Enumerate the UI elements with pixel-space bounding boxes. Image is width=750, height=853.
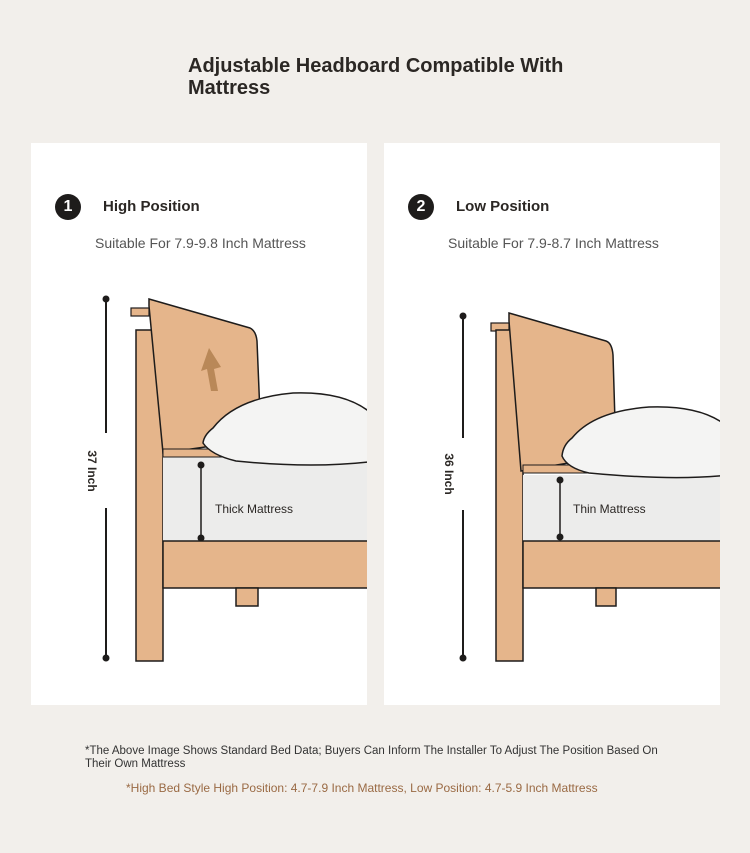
height-label: 36 Inch xyxy=(441,453,456,495)
step-number-badge: 1 xyxy=(55,194,81,220)
page-title: Adjustable Headboard Compatible With Mattress xyxy=(188,55,564,99)
step-number-badge: 2 xyxy=(408,194,434,220)
dimension-endpoint xyxy=(460,313,467,320)
height-label: 37 Inch xyxy=(84,450,99,492)
dimension-endpoint xyxy=(460,655,467,662)
low-position-panel xyxy=(384,143,720,705)
suitable-range-text: Suitable For 7.9-9.8 Inch Mattress xyxy=(95,235,306,251)
high-position-panel xyxy=(31,143,367,705)
dimension-endpoint xyxy=(103,655,110,662)
low-position-bed-illustration xyxy=(384,143,720,705)
footnote: *The Above Image Shows Standard Bed Data; Buyers Can Inform The Installer To Adjust The Position Based On Their Own Mattress xyxy=(85,745,658,770)
high-position-bed-illustration xyxy=(31,143,367,705)
panel-heading: High Position xyxy=(103,198,200,215)
bed-leg xyxy=(236,588,258,606)
bed-rail xyxy=(523,541,720,588)
bed-leg xyxy=(596,588,616,606)
panel-heading: Low Position xyxy=(456,198,550,215)
suitable-range-text: Suitable For 7.9-8.7 Inch Mattress xyxy=(448,235,659,251)
mattress-label: Thick Mattress xyxy=(215,502,294,516)
mattress-label: Thin Mattress xyxy=(573,502,646,516)
high-bed-footnote: *High Bed Style High Position: 4.7-7.9 Inch Mattress, Low Position: 4.7-5.9 Inch Mattress xyxy=(126,781,598,795)
bed-rail xyxy=(163,541,367,588)
dimension-endpoint xyxy=(103,296,110,303)
